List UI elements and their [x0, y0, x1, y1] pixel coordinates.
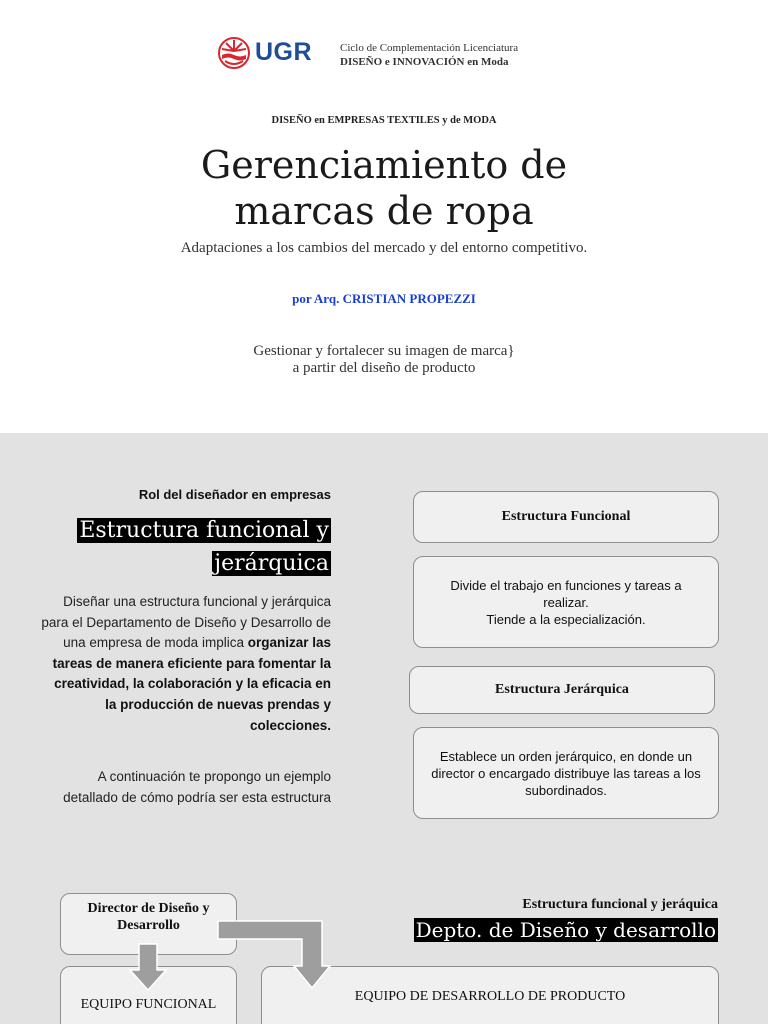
section-heading-line-1: Estructura funcional y [79, 518, 329, 543]
program-line-1: Ciclo de Complementación Licenciatura [340, 42, 519, 54]
page-subtitle: Adaptaciones a los cambios del mercado y del entorno competitivo. [180, 240, 588, 256]
org-heading [414, 915, 718, 945]
tagline-line-2: a partir del diseño de producto [292, 360, 476, 376]
tagline [0, 343, 768, 377]
page-title [0, 142, 768, 234]
title-line-1: Gerenciamiento de [200, 143, 568, 187]
director-box: Director de Diseño y Desarrollo [60, 893, 237, 955]
section-body-bold: organizar las tareas de manera eficiente para fomentar la creatividad, la colaboración y la eficacia en la producción de nuevas prendas y colecciones. [52, 635, 331, 733]
program-name [340, 41, 518, 69]
section-body-plain: Diseñar una estructura funcional y jerárquica para el Departamento de Diseño y Desarrollo de una empresa de moda implica [41, 594, 331, 651]
functional-team-box: EQUIPO FUNCIONAL [60, 966, 237, 1024]
section-heading-line-2: jerárquica [214, 551, 329, 576]
tagline-line-1: Gestionar y fortalecer su imagen de marca} [253, 343, 515, 359]
author-byline: por Arq. CRISTIAN PROPEZZI [292, 291, 476, 306]
hierarchical-structure-box: Estructura Jerárquica [409, 666, 715, 714]
section-body-2: A continuación te propongo un ejemplo detallado de cómo podría ser esta estructura [63, 769, 331, 805]
course-kicker: DISEÑO en EMPRESAS TEXTILES y de MODA [271, 115, 497, 126]
functional-structure-desc [413, 556, 719, 648]
section-body [41, 592, 331, 736]
ugr-logo-icon [218, 37, 250, 69]
functional-desc-line-2: Tiende a la especialización. [486, 611, 646, 627]
product-team-box: EQUIPO DE DESARROLLO DE PRODUCTO [261, 966, 719, 1024]
functional-desc-line-1: Divide el trabajo en funciones y tareas a realizar. [450, 577, 682, 610]
functional-structure-box: Estructura Funcional [413, 491, 719, 543]
org-heading-text: Depto. de Diseño y desarrollo [415, 918, 716, 942]
logo-text: UGR [255, 38, 313, 66]
title-line-2: marcas de ropa [234, 189, 534, 233]
org-role-label: Estructura funcional y jeráquica [522, 897, 718, 912]
section-role-label: Rol del diseñador en empresas [138, 487, 331, 502]
program-line-2: DISEÑO e INNOVACIÓN en Moda [340, 56, 509, 68]
hierarchical-structure-desc: Establece un orden jerárquico, en donde un director o encargado distribuye las tareas a los subordinados. [413, 727, 719, 819]
section-heading [31, 514, 331, 580]
